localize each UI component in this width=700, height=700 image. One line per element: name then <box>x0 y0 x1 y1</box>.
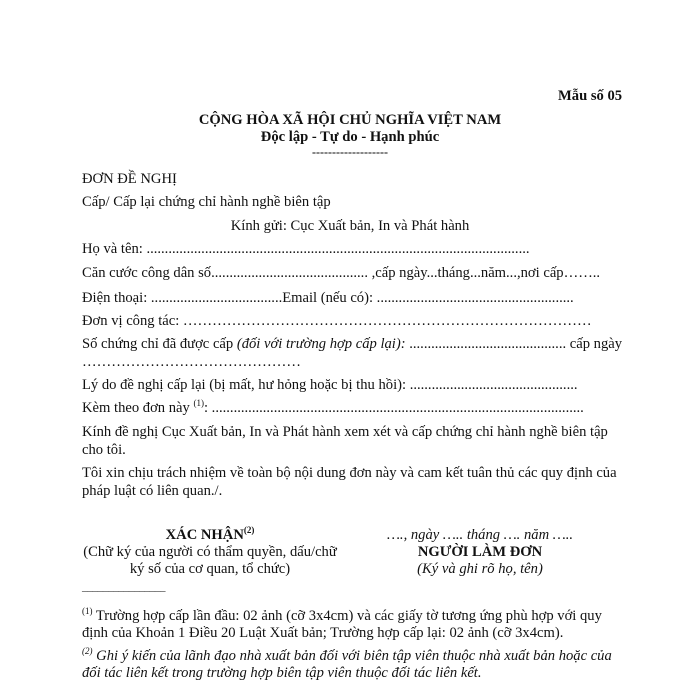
field-phone-email <box>82 290 574 307</box>
form-code: Mẫu số 05 <box>558 88 623 104</box>
field-certificate-line2: ……………………………………… <box>82 354 301 370</box>
national-motto: Độc lập - Tự do - Hạnh phúc <box>260 129 440 145</box>
field-organization: Đơn vị công tác: ………………………………………………………………………… <box>82 313 592 329</box>
confirmation-note-1: (Chữ ký của người có thẩm quyền, dấu/chữ <box>83 544 337 560</box>
field-certificate-number <box>82 336 622 353</box>
footnote-1-marker: (1) <box>82 606 93 617</box>
header-rule: ------------------- <box>312 145 388 159</box>
field-email: Email (nếu có): ...................................................... <box>282 290 574 306</box>
signing-date: …., ngày ….. tháng …. năm ….. <box>386 527 574 543</box>
footnote-1-text: Trường hợp cấp lần đầu: 02 ảnh (cỡ 3x4cm) và các giấy tờ tương ứng phù hợp với quy định của Khoản 1 Điều 20 Luật Xuất bản; Trường hợp cấp lại: 02 ảnh (cỡ 3x4cm). <box>82 608 602 641</box>
confirmation-note-2: ký số của cơ quan, tổ chức) <box>129 561 291 577</box>
footnote-2 <box>82 648 630 682</box>
field-citizen-id: Căn cước công dân số........................................... ,cấp ngày...tháng...năm...,nơi cấp…….. <box>82 265 601 281</box>
field-reissue-reason: Lý do đề nghị cấp lại (bị mất, hư hỏng hoặc bị thu hồi): .............................................. <box>82 377 578 393</box>
country-name: CỘNG HÒA XÃ HỘI CHỦ NGHĨA VIỆT NAM <box>198 112 502 128</box>
applicant-title: NGƯỜI LÀM ĐƠN <box>417 544 543 560</box>
document-title: ĐƠN ĐỀ NGHỊ <box>82 171 177 187</box>
commitment-paragraph: Tôi xin chịu trách nhiệm về toàn bộ nội dung đơn này và cam kết tuân thủ các quy định của pháp luật có liên quan./. <box>82 465 617 499</box>
cert-label: Số chứng chỉ đã được cấp <box>82 336 237 352</box>
footnote-1 <box>82 608 630 642</box>
footnote-ref-2: (2) <box>243 525 255 536</box>
cert-date-label: ........................................... cấp ngày <box>405 336 623 352</box>
field-attachments <box>82 400 584 417</box>
cert-condition: (đối với trường hợp cấp lại): <box>236 336 406 352</box>
field-full-name: Họ và tên: ......................................................................................................... <box>82 241 530 257</box>
request-paragraph: Kính đề nghị Cục Xuất bản, In và Phát hành xem xét và cấp chứng chỉ hành nghề biên tập cho tôi. <box>82 424 608 458</box>
footnote-separator: ________________ <box>82 581 166 593</box>
confirmation-title: XÁC NHẬN$^{(2)}$ <box>165 525 255 543</box>
footnote-2-text: Ghi ý kiến của lãnh đạo nhà xuất bản đối với biên tập viên thuộc nhà xuất bản hoặc của đối tác liên kết trong trường hợp biên tập viên thuộc đối tác liên kết. <box>82 648 612 681</box>
footnote-2-marker: (2) <box>82 646 93 657</box>
attachments-dots: : ...................................................................................................... <box>203 400 584 416</box>
field-phone: Điện thoại: .................................... <box>82 290 283 306</box>
recipient-line: Kính gửi: Cục Xuất bản, In và Phát hành <box>230 218 470 234</box>
applicant-note: (Ký và ghi rõ họ, tên) <box>417 561 543 577</box>
document-subtitle: Cấp/ Cấp lại chứng chỉ hành nghề biên tập <box>82 194 331 210</box>
footnote-ref-1: (1) <box>193 398 204 409</box>
attachments-label: Kèm theo đơn này <box>82 400 194 416</box>
